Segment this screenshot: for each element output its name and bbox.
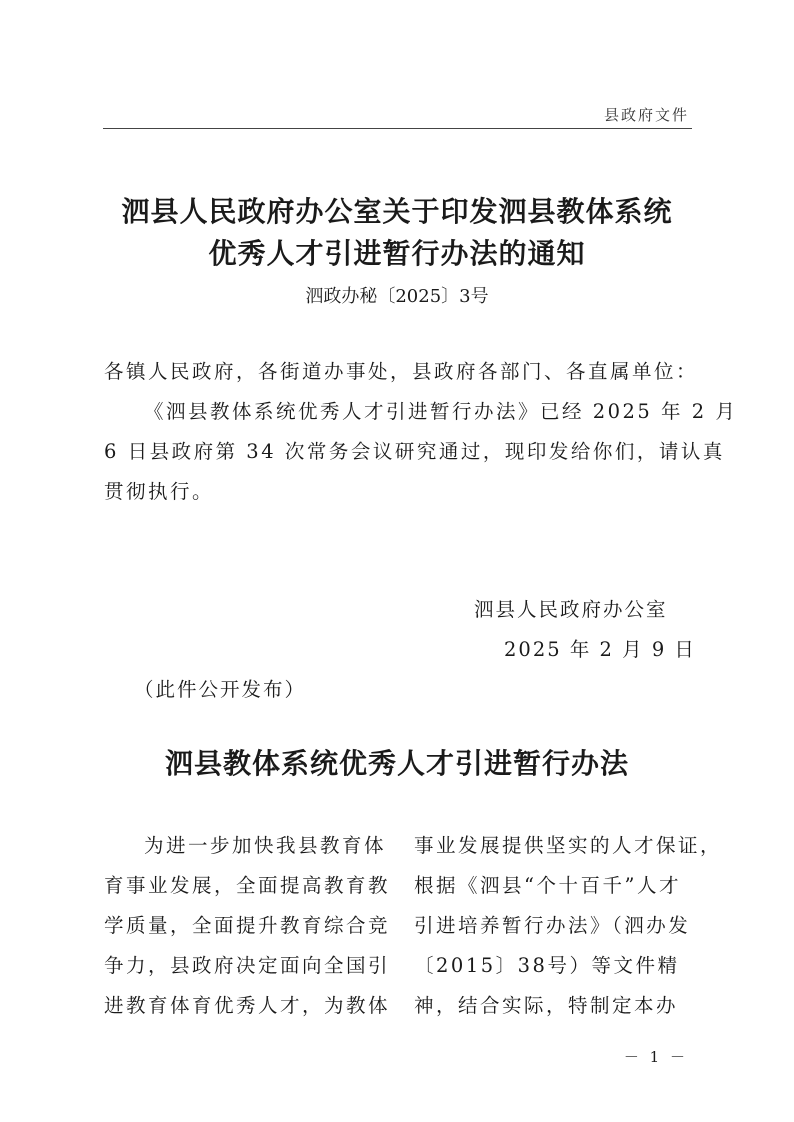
right-column-line: 神，结合实际，特制定本办 [414, 994, 679, 1017]
notice-body-line: 6 日县政府第 34 次常务会议研究通过，现印发给你们，请认真 [104, 440, 725, 463]
right-column-line: 〔2015〕38号）等文件精 [414, 954, 680, 977]
document-number: 泗政办秘〔2025〕3号 [305, 286, 489, 307]
right-column-line: 引进培养暂行办法》（泗办发 [414, 914, 691, 937]
left-column-line: 育事业发展，全面提高教育教 [104, 874, 391, 897]
header-label: 县政府文件 [603, 106, 689, 124]
left-column-line: 为进一步加快我县教育体 [144, 834, 387, 857]
notice-body-line: 贯彻执行。 [104, 480, 215, 503]
header-divider [103, 128, 692, 129]
issuer-signature: 泗县人民政府办公室 [474, 598, 668, 621]
document-title-line-1: 泗县人民政府办公室关于印发泗县教体系统 [121, 195, 673, 228]
page-number: － 1 － [623, 1048, 688, 1066]
right-column-line: 事业发展提供坚实的人才保证， [414, 834, 723, 857]
publication-note: （此件公开发布） [134, 678, 307, 701]
attachment-title: 泗县教体系统优秀人才引进暂行办法 [164, 747, 629, 780]
right-column-line: 根据《泗县“个十百千”人才 [414, 874, 681, 897]
left-column-line: 进教育体育优秀人才，为教体 [104, 994, 391, 1017]
left-column-line: 学质量，全面提升教育综合竞 [104, 914, 391, 937]
issue-date: 2025 年 2 月 9 日 [504, 638, 696, 661]
addressees: 各镇人民政府，各街道办事处，县政府各部门、各直属单位： [104, 360, 699, 383]
notice-body-line: 《泗县教体系统优秀人才引进暂行办法》已经 2025 年 2 月 [144, 400, 738, 423]
document-title-line-2: 优秀人才引进暂行办法的通知 [208, 237, 586, 270]
left-column-line: 争力，县政府决定面向全国引 [104, 954, 391, 977]
